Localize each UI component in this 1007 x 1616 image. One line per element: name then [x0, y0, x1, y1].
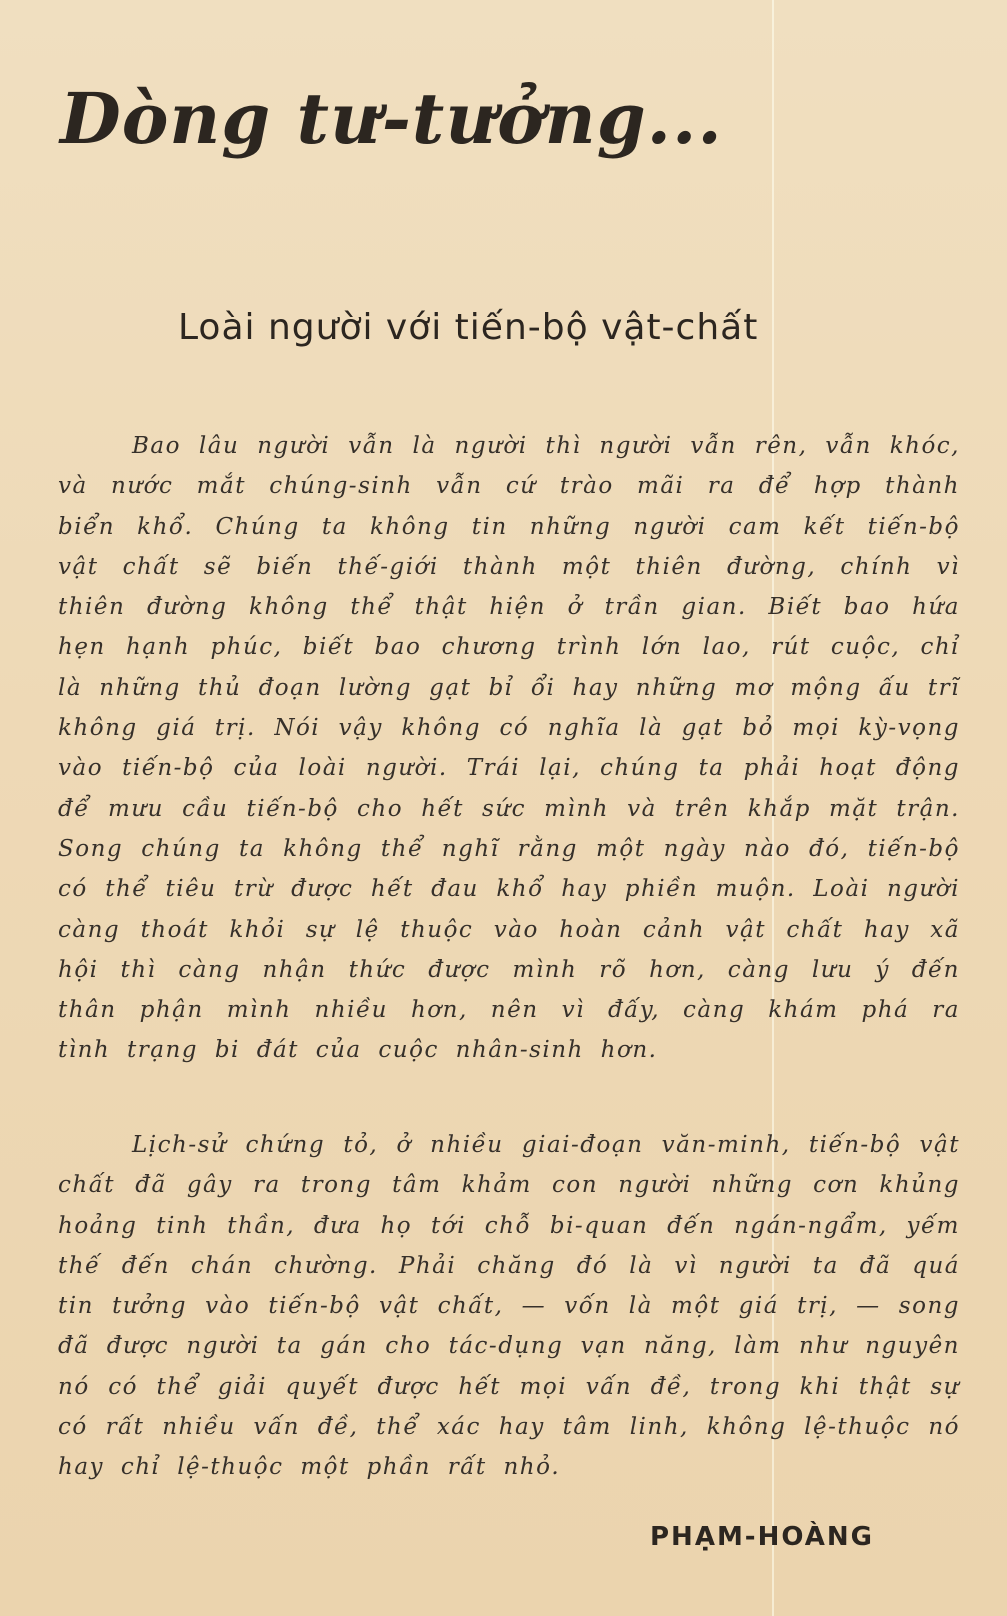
article-body-paragraph-2: [58, 1125, 960, 1488]
article-title: Loài người với tiến-bộ vật-chất: [178, 307, 759, 348]
paragraph-text: Lịch-sử chứng tỏ, ở nhiều giai-đoạn văn-minh, tiến-bộ vật chất đã gây ra trong tâm khảm con người những cơn khủng hoảng tinh thần, đưa họ tới chỗ bi-quan đến ngán-ngẩm, yếm thế đến chán chường. Phải chăng đó là vì người ta đã quá tin tưởng vào tiến-bộ vật chất, — vốn là một giá trị, — song đã được người ta gán cho tác-dụng vạn năng, làm như nguyên nó có thể giải quyết được hết mọi vấn đề, trong khi thật sự có rất nhiều vấn đề, thể xác hay tâm linh, không lệ-thuộc nó hay chỉ lệ-thuộc một phần rất nhỏ.: [58, 1132, 960, 1481]
author-signature: PHẠM-HOÀNG: [650, 1522, 874, 1552]
section-heading: Dòng tư-tưởng...: [60, 77, 723, 160]
paragraph-text: Bao lâu người vẫn là người thì người vẫn rên, vẫn khóc, và nước mắt chúng-sinh vẫn cứ trào mãi ra để hợp thành biển khổ. Chúng ta không tin những người cam kết tiến-bộ vật chất sẽ biến thế-giới thành một thiên đường, chính vì thiên đường không thể thật hiện ở trần gian. Biết bao hứa hẹn hạnh phúc, biết bao chương trình lớn lao, rút cuộc, chỉ là những thủ đoạn lường gạt bỉ ổi hay những mơ mộng ấu trĩ không giá trị. Nói vậy không có nghĩa là gạt bỏ mọi kỳ-vọng vào tiến-bộ của loài người. Trái lại, chúng ta phải hoạt động để mưu cầu tiến-bộ cho hết sức mình và trên khắp mặt trận. Song chúng ta không thể nghĩ rằng một ngày nào đó, tiến-bộ có thể tiêu trừ được hết đau khổ hay phiền muộn. Loài người càng thoát khỏi sự lệ thuộc vào hoàn cảnh vật chất hay xã hội thì càng nhận thức được mình rõ hơn, càng lưu ý đến thân phận mình nhiều hơn, nên vì đấy, càng khám phá ra tình trạng bi đát của cuộc nhân-sinh hơn.: [58, 433, 960, 1064]
article-body-paragraph-1: [58, 426, 960, 1071]
